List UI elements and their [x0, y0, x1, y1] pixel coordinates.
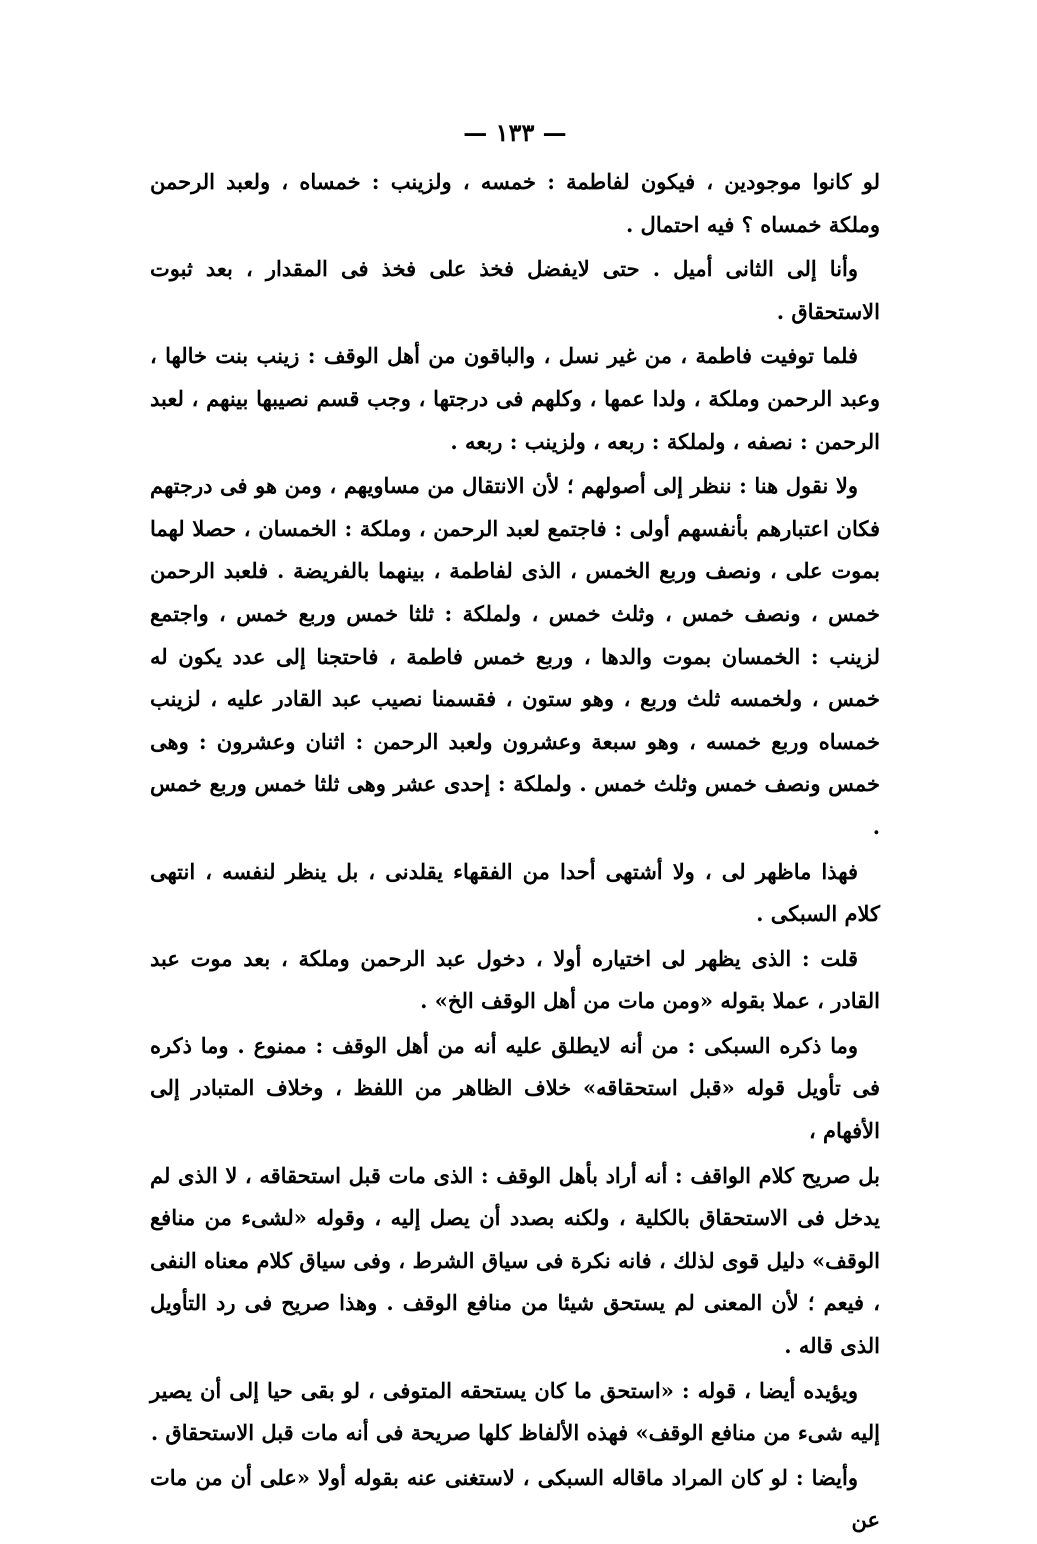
paragraph-1: لو كانوا موجودين ، فيكون لفاطمة : خمسه ، ولزينب : خمساه ، ولعبد الرحمن وملكة خمساه ؟ فيه احتمال . — [150, 169, 880, 237]
paragraph-4: ولا نقول هنا : ننظر إلى أصولهم ؛ لأن الانتقال من مساويهم ، ومن هو فى درجتهم فكان اعتبارهم بأنفسهم أولى : فاجتمع لعبد الرحمن ، وملكة : الخمسان ، حصلا لهما بموت على ، ونصف وربع الخمس ، الذى لفاطمة ، بينهما بالفريضة . فلعبد الرحمن خمس ، ونصف خمس ، وثلث خمس ، ولملكة : ثلثا خمس وربع خمس ، واجتمع لزينب : الخمسان بموت والدها ، وربع خمس فاطمة ، فاحتجنا إلى عدد يكون له خمس ، ولخمسه ثلث وربع ، وهو ستون ، فقسمنا نصيب عبد القادر عليه ، لزينب خمساه وربع خمسه ، وهو سبعة وعشرون ولعبد الرحمن : اثنان وعشرون : وهى خمس ونصف خمس وثلث خمس . ولملكة : إحدى عشر وهى ثلثا خمس وربع خمس . — [150, 473, 880, 839]
paragraph-7: وما ذكره السبكى : من أنه لايطلق عليه أنه من أهل الوقف : ممنوع . وما ذكره فى تأويل قوله «قبل استحقاقه» خلاف الظاهر من اللفظ ، وخلاف المتبادر إلى الأفهام ، — [150, 1032, 880, 1144]
paragraph-5: فهذا ماظهر لى ، ولا أشتهى أحدا من الفقهاء يقلدنى ، بل ينظر لنفسه ، انتهى كلام السبكى . — [150, 858, 880, 927]
paragraph-8: بل صريح كلام الواقف : أنه أراد بأهل الوقف : الذى مات قبل استحقاقه ، لا الذى لم يدخل فى الاستحقاق بالكلية ، ولكنه بصدد أن يصل إليه ، وقوله «لشىء من منافع الوقف» دليل قوى لذلك ، فانه نكرة فى سياق الشرط ، وفى سياق كلام معناه النفى ، فيعم ؛ لأن المعنى لم يستحق شيئا من منافع الوقف . وهذا صريح فى رد التأويل الذى قاله . — [150, 1162, 880, 1359]
paragraph-3: فلما توفيت فاطمة ، من غير نسل ، والباقون من أهل الوقف : زينب بنت خالها ، وعبد الرحمن وملكة ، ولدا عمها ، وكلهم فى درجتها ، وجب قسم نصيبها بينهم ، لعبد الرحمن : نصفه ، ولملكة : ربعه ، ولزينب : ربعه . — [150, 343, 880, 454]
paragraph-9: ويؤيده أيضا ، قوله : «استحق ما كان يستحقه المتوفى ، لو بقى حيا إلى أن يصير إليه شىء من منافع الوقف» فهذه الألفاظ كلها صريحة فى أنه مات قبل الاستحقاق . — [150, 1377, 880, 1446]
page-number: — ١٣٣ — — [463, 118, 567, 147]
paragraph-10: وأيضا : لو كان المراد ماقاله السبكى ، لاستغنى عنه بقوله أولا «على أن من مات عن — [150, 1464, 880, 1533]
paragraph-2: وأنا إلى الثانى أميل . حتى لايفضل فخذ على فخذ فى المقدار ، بعد ثبوت الاستحقاق . — [150, 256, 880, 324]
document-page — [150, 118, 880, 1544]
paragraph-6: قلت : الذى يظهر لى اختياره أولا ، دخول عبد الرحمن وملكة ، بعد موت عبد القادر ، عملا بقوله «ومن مات من أهل الوقف الخ» . — [150, 945, 880, 1014]
